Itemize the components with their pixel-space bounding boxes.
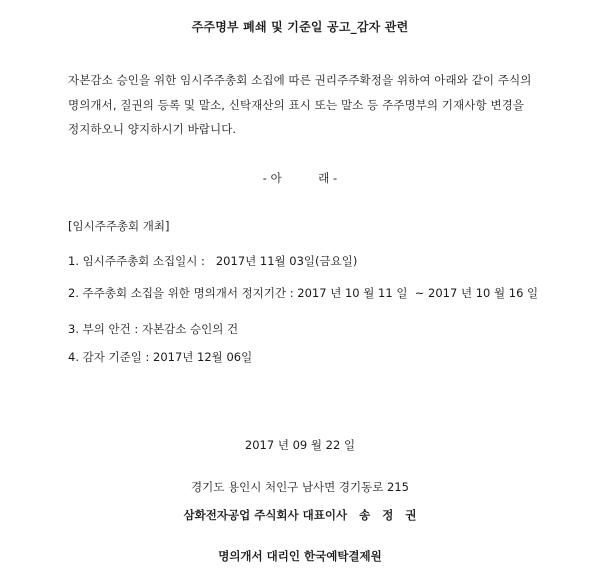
separator-heading: - 아 래 - bbox=[262, 171, 338, 185]
company-address: 경기도 용인시 처인구 남사면 경기동로 215 bbox=[191, 480, 409, 494]
list-item: 4. 감자 기준일 : 2017년 12월 06일 bbox=[68, 350, 253, 364]
intro-line-2: 명의개서, 질권의 등록 및 말소, 신탁재산의 표시 또는 말소 등 주주명부의 기재사항 변경을 bbox=[68, 98, 525, 112]
document-title: 주주명부 폐쇄 및 기준일 공고_감자 관련 bbox=[191, 20, 409, 34]
intro-line-1: 자본감소 승인을 위한 임시주주총회 소집에 따른 권리주주확정을 위하여 아래와 같이 주식의 bbox=[68, 73, 532, 87]
company-representative: 삼화전자공업 주식회사 대표이사 송 정 권 bbox=[183, 508, 417, 522]
section-heading: [임시주주총회 개최] bbox=[68, 219, 170, 233]
intro-line-3: 정지하오니 양지하시기 바랍니다. bbox=[68, 122, 237, 136]
transfer-agent: 명의개서 대리인 한국예탁결제원 bbox=[218, 549, 382, 563]
list-item: 3. 부의 안건 : 자본감소 승인의 건 bbox=[68, 322, 239, 336]
notice-date: 2017 년 09 월 22 일 bbox=[244, 438, 356, 452]
list-item: 1. 임시주주총회 소집일시 : 2017년 11월 03일(금요일) bbox=[68, 254, 358, 268]
list-item: 2. 주주총회 소집을 위한 명의개서 정지기간 : 2017 년 10 월 11 일 ~ 2017 년 10 월 16 일 bbox=[68, 286, 539, 300]
